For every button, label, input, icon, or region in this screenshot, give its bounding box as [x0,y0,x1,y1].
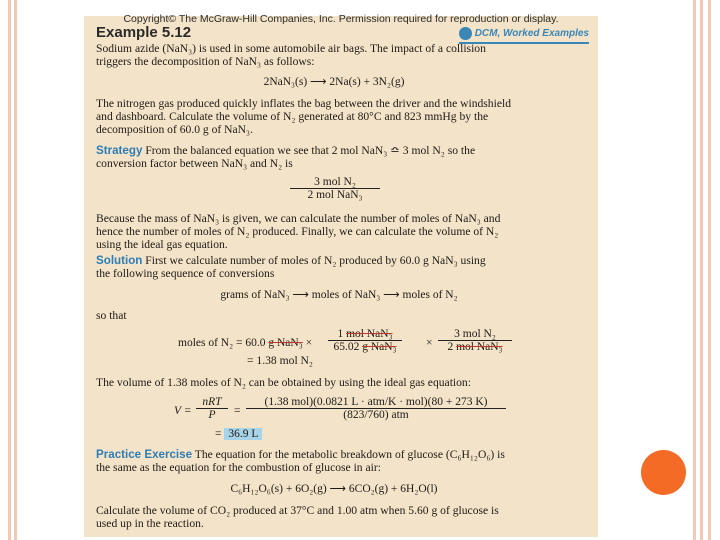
solution-line-2: the following sequence of conversions [96,267,275,280]
ideal-gas-fraction: nRT P [196,396,228,421]
numeric-fraction: (1.38 mol)(0.0821 L · atm/K · mol)(80 + 273 K) (823/760) atm [246,396,506,421]
strategy-line-2: conversion factor between NaN₃ and N₂ is [96,157,293,170]
conversion-factor: 3 mol N₂ 2 mol NaN₃ [290,176,380,201]
strategy-line-1: Strategy From the balanced equation we see that 2 mol NaN₃ ≏ 3 mol N₂ so the [96,144,476,157]
answer-box: 36.9 L [224,428,262,440]
molar-mass-factor: 1 mol NaN₃ 65.02 g NaN₃ [328,328,402,353]
left-stripe-1 [8,0,11,540]
problem-line-4: and dashboard. Calculate the volume of N₂ generated at 80°C and 823 mmHg by the [96,110,489,123]
problem-line-3: The nitrogen gas produced quickly inflates the bag between the driver and the windshield [96,97,511,110]
solution-line-3: The volume of 1.38 moles of N₂ can be obtained by using the ideal gas equation: [96,376,471,389]
so-that: so that [96,309,127,322]
strategy-line-3: Because the mass of NaN₃ is given, we can calculate the number of moles of NaN₃ and [96,212,501,225]
moles-lhs: moles of N₂ = 60.0 g NaN₃ × [178,337,313,349]
example-title: Example 5.12 [96,24,192,41]
right-stripe-2 [700,0,703,540]
volume-calculation: V = nRT P = (1.38 mol)(0.0821 L · atm/K · mol)(80 + 273 K) (823/760) atm [174,396,594,430]
copyright-notice: Copyright© The McGraw-Hill Companies, Inc. Permission required for reproduction or display. [123,13,559,25]
worked-examples-logo: DCM, Worked Examples [459,24,589,42]
moles-calculation: moles of N₂ = 60.0 g NaN₃ × 1 mol NaN₃ 65.02 g NaN₃ × 3 mol N₂ 2 mol NaN₃ [178,328,518,358]
right-stripe-3 [708,0,711,540]
practice-heading: Practice Exercise [96,448,193,461]
problem-line-2: triggers the decomposition of NaN₃ as follows: [96,55,315,68]
answer-line: = 36.9 L [215,428,262,440]
problem-line-1: Sodium azide (NaN₃) is used in some automobile air bags. The impact of a collision [96,42,486,55]
orange-circle [641,450,686,495]
mole-ratio-factor: 3 mol N₂ 2 mol NaN₃ [438,328,512,353]
solution-line-1: Solution First we calculate number of moles of N₂ produced by 60.0 g NaN₃ using [96,254,486,267]
strategy-heading: Strategy [96,144,143,157]
practice-line-1: Practice Exercise The equation for the metabolic breakdown of glucose (C₆H₁₂O₆) is [96,448,505,461]
glucose-equation: C₆H₁₂O₆(s) + 6O₂(g) ⟶ 6CO₂(g) + 6H₂O(l) [230,483,438,495]
conversion-sequence: grams of NaN₃ ⟶ moles of NaN₃ ⟶ moles of N₂ [220,289,458,301]
textbook-page [84,13,598,537]
practice-line-3: Calculate the volume of CO₂ produced at 37°C and 1.00 atm when 5.60 g of glucose is [96,504,499,517]
right-stripe-1 [693,0,696,540]
problem-line-5: decomposition of 60.0 g of NaN₃. [96,123,253,136]
decomposition-equation: 2NaN₃(s) ⟶ 2Na(s) + 3N₂(g) [263,76,405,88]
logo-icon [459,27,472,40]
left-stripe-2 [14,0,17,540]
moles-result: = 1.38 mol N₂ [247,354,313,367]
practice-line-2: the same as the equation for the combustion of glucose in air: [96,461,381,474]
solution-heading: Solution [96,254,143,267]
strategy-line-5: using the ideal gas equation. [96,238,228,251]
practice-line-4: used up in the reaction. [96,517,204,530]
strategy-line-4: hence the number of moles of N₂ produced. Finally, we can calculate the volume of N₂ [96,225,499,238]
